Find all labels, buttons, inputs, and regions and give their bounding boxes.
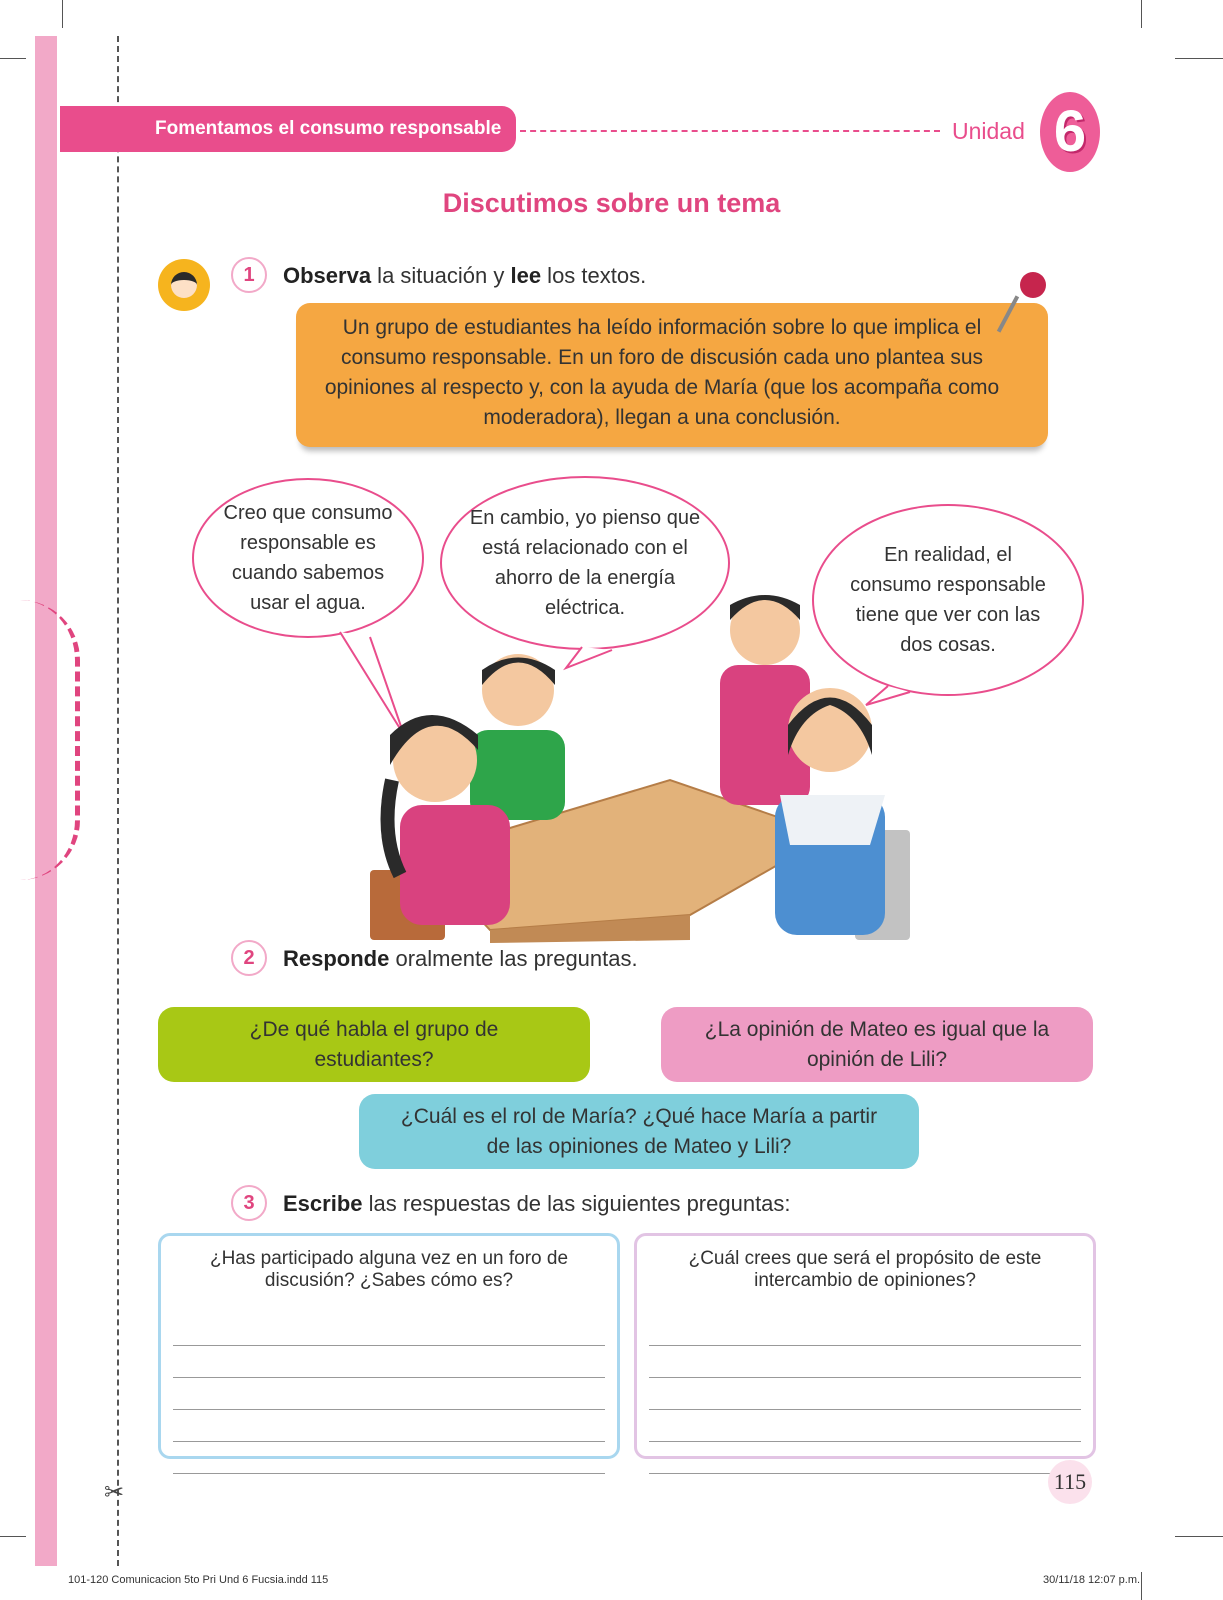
question-group-topic: ¿De qué habla el grupo de estudiantes? — [158, 1007, 590, 1082]
step-3-verb: Escribe — [283, 1191, 363, 1216]
page-title: Discutimos sobre un tema — [442, 188, 781, 218]
step-3-instruction — [283, 1191, 791, 1217]
step-1-verb-observa: Observa — [283, 263, 372, 288]
step-1-verb-lee: lee — [510, 263, 542, 288]
step-3-number: 3 — [231, 1185, 267, 1221]
banner-title: Fomentamos el consumo responsable — [155, 118, 502, 139]
question-maria-role: ¿Cuál es el rol de María? ¿Qué hace María a partir de las opiniones de Mateo y Lili? — [359, 1094, 919, 1169]
writing-lines[interactable] — [649, 1314, 1081, 1474]
students-discussion-illustration — [360, 585, 920, 943]
step-2-number: 2 — [231, 940, 267, 976]
answer-box-purpose[interactable] — [634, 1233, 1096, 1459]
speech-bubble-left: Creo que consumo responsable es cuando sabemos usar el agua. — [192, 478, 424, 638]
answer-question-forum: ¿Has participado alguna vez en un foro de discusión? ¿Sabes cómo es? — [209, 1248, 569, 1291]
intro-text-box: Un grupo de estudiantes ha leído información sobre lo que implica el consumo responsable. En un foro de discusión cada uno plantea sus opiniones al respecto y, con la ayuda de María (que los acompaña como moderadora), llegan a una conclusión. — [296, 303, 1048, 447]
scissors-icon: ✂ — [104, 1478, 125, 1506]
footer-date: 30/11/18 12:07 p.m. — [1043, 1574, 1141, 1586]
answer-box-forum[interactable] — [158, 1233, 620, 1459]
writing-lines[interactable] — [173, 1314, 605, 1474]
step-1-text-a: la situación y — [371, 263, 511, 288]
speech-bubble-right: En realidad, el consumo responsable tiene que ver con las dos cosas. — [812, 504, 1084, 696]
step-2-instruction — [283, 946, 638, 972]
step-3-text: las respuestas de las siguientes preguntas: — [362, 1191, 791, 1216]
step-2-text: oralmente las preguntas. — [389, 946, 638, 971]
step-1-text-b: los textos. — [541, 263, 647, 288]
unit-label: Unidad — [952, 118, 1025, 144]
step-1-number: 1 — [231, 257, 267, 293]
footer-file-info: 101-120 Comunicacion 5to Pri Und 6 Fucsia.indd 115 — [68, 1574, 329, 1586]
page-number: 115 — [1048, 1460, 1092, 1504]
speech-bubble-middle: En cambio, yo pienso que está relacionado con el ahorro de la energía eléctrica. — [440, 476, 730, 650]
question-mateo-lili: ¿La opinión de Mateo es igual que la opinión de Lili? — [661, 1007, 1093, 1082]
unit-number-badge: 6 — [1040, 92, 1100, 172]
step-2-verb: Responde — [283, 946, 390, 971]
answer-question-purpose: ¿Cuál crees que será el propósito de este intercambio de opiniones? — [688, 1248, 1042, 1291]
